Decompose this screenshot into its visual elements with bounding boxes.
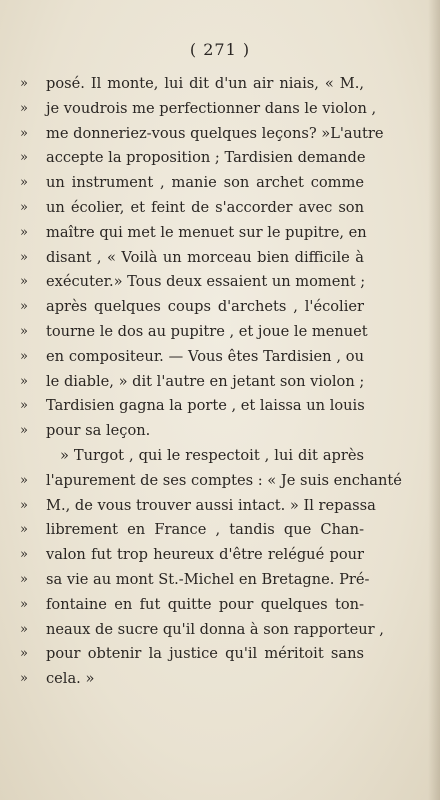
text-line <box>16 320 368 345</box>
quote-mark: » <box>20 224 28 240</box>
line-text: en compositeur. — Vous êtes Tardisien , ou <box>46 347 364 365</box>
text-line <box>16 394 364 419</box>
quote-mark: » <box>20 323 28 339</box>
quote-mark: » <box>20 522 28 538</box>
line-text: cela. » <box>46 670 95 688</box>
quote-mark <box>16 444 46 469</box>
quote-mark: » <box>20 423 28 439</box>
text-line <box>16 246 364 271</box>
line-text: pour sa leçon. <box>46 422 151 440</box>
text-line <box>16 146 364 171</box>
quote-mark: » <box>20 100 28 116</box>
quote-mark: » <box>20 76 28 91</box>
quote-mark: » <box>20 398 28 414</box>
line-text: librement en France , tandis que Chan- <box>46 521 364 539</box>
text-line <box>16 543 364 568</box>
line-text: un écolier, et feint de s'accorder avec son <box>46 198 364 216</box>
text-line <box>16 345 364 370</box>
text-line <box>16 295 364 320</box>
line-text: tourne le dos au pupitre , et joue le menuet <box>46 322 368 340</box>
line-text: exécuter.» Tous deux essaient un moment ; <box>46 273 366 291</box>
quote-mark: » <box>20 348 28 364</box>
quote-mark: » <box>20 547 28 563</box>
text-line <box>16 419 364 444</box>
page-number: ( 271 ) <box>189 40 251 59</box>
line-text: me donneriez-vous quelques leçons? »L'autre <box>46 124 384 142</box>
quote-mark: » <box>20 571 28 587</box>
quote-mark: » <box>20 199 28 215</box>
quote-mark: » <box>20 125 28 141</box>
quote-mark: » <box>20 596 28 612</box>
line-text: après quelques coups d'archets , l'écolier <box>46 298 364 316</box>
line-text: disant , « Voilà un morceau bien difficile à <box>46 248 364 266</box>
quote-mark: » <box>20 671 28 687</box>
text-line <box>16 221 367 246</box>
text-line <box>16 171 364 196</box>
line-text: neaux de sucre qu'il donna à son rapporteur , <box>46 620 384 638</box>
text-line <box>16 593 364 618</box>
quote-mark: » <box>20 175 28 191</box>
text-line <box>16 444 364 469</box>
quote-mark: » <box>20 299 28 315</box>
line-text: M., de vous trouver aussi intact. » Il repassa <box>46 496 376 514</box>
line-text: l'apurement de ses comptes : « Je suis enchanté <box>46 471 402 489</box>
line-text: fontaine en fut quitte pour quelques ton- <box>46 595 364 613</box>
quote-mark: » <box>20 373 28 389</box>
body-text <box>16 72 402 692</box>
quote-mark: » <box>20 249 28 265</box>
quote-mark: » <box>20 274 28 290</box>
line-text: maître qui met le menuet sur le pupitre, en <box>46 223 367 241</box>
text-line <box>16 270 364 295</box>
quote-mark: » <box>20 472 28 488</box>
quote-mark: » <box>20 497 28 513</box>
text-line <box>16 469 402 494</box>
line-text: valon fut trop heureux d'être relégué pour <box>46 546 364 564</box>
text-line <box>16 494 376 519</box>
text-line <box>16 642 364 667</box>
line-text: » Turgot , qui le respectoit , lui dit après <box>60 446 364 464</box>
quote-mark: » <box>20 150 28 166</box>
line-text: un instrument , manie son archet comme <box>46 174 364 192</box>
quote-mark: » <box>20 621 28 637</box>
line-text: le diable, » dit l'autre en jetant son violon ; <box>46 372 365 390</box>
text-line <box>16 370 364 395</box>
text-line <box>16 196 364 221</box>
text-line <box>16 72 364 97</box>
quote-mark: » <box>20 646 28 662</box>
line-text: posé. Il monte, lui dit d'un air niais, « M., <box>46 75 364 92</box>
line-text: sa vie au mont St.-Michel en Bretagne. Pré- <box>46 570 370 588</box>
text-line <box>16 122 384 147</box>
line-text: je voudrois me perfectionner dans le violon , <box>46 99 377 117</box>
text-line <box>16 568 370 593</box>
text-line <box>16 618 384 643</box>
line-text: pour obtenir la justice qu'il méritoit sans <box>46 645 364 663</box>
text-line <box>16 97 377 122</box>
text-line <box>16 518 364 543</box>
line-text: accepte la proposition ; Tardisien demande <box>46 149 366 167</box>
line-text: Tardisien gagna la porte , et laissa un louis <box>46 397 365 415</box>
text-line <box>16 667 364 692</box>
